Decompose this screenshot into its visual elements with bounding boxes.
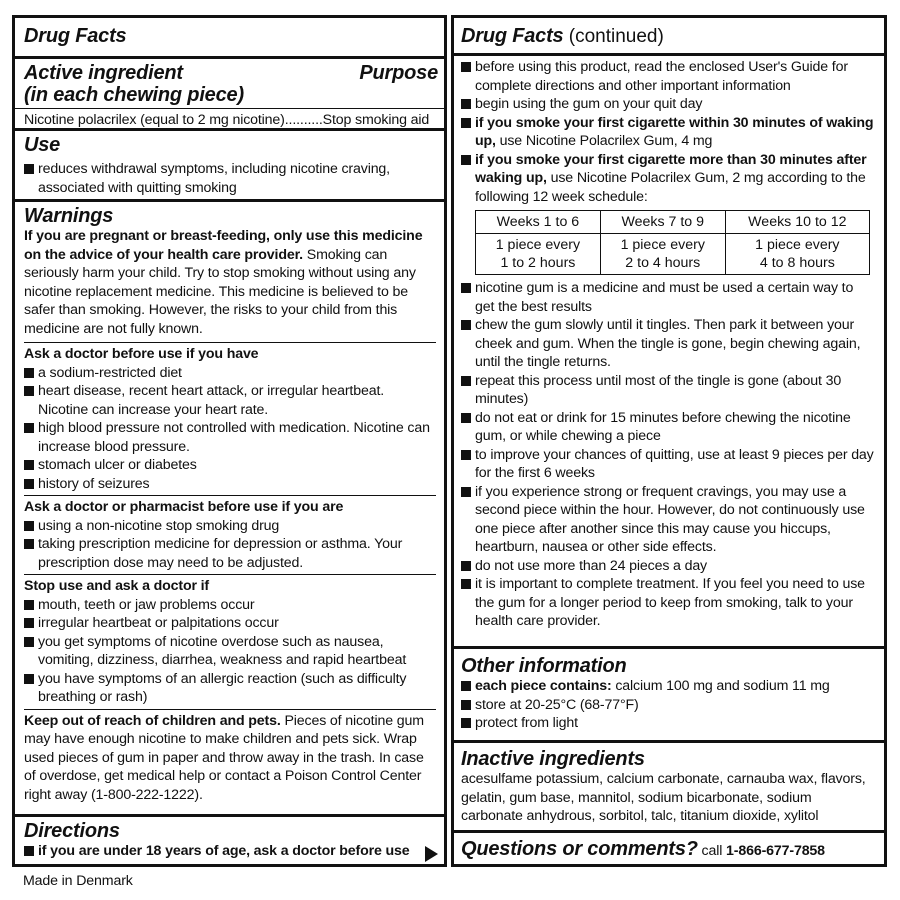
list-item: irregular heartbeat or palpitations occur	[24, 614, 436, 633]
keep-out-of-reach: Keep out of reach of children and pets. Pieces of nicotine gum may have enough nicotine to make children and pets sick. Wrap used pieces of gum in paper and throw away in the trash. In case of overdose, get medical help or contact a Poison Control Center right away (1-800-222-1222).	[24, 712, 424, 803]
list-item: do not use more than 24 pieces a day	[461, 557, 876, 576]
inactive-ingredients-heading: Inactive ingredients	[461, 748, 645, 770]
purpose-heading: Purpose	[359, 62, 438, 84]
bullet-square-icon	[461, 487, 471, 497]
use-heading: Use	[24, 134, 61, 156]
warnings-section	[15, 199, 444, 819]
directions-continued-section	[454, 53, 884, 649]
bullet-square-icon	[461, 579, 471, 589]
list-item: mouth, teeth or jaw problems occur	[24, 596, 436, 615]
table-cell: 1 piece every 4 to 8 hours	[725, 234, 869, 275]
list-item: chew the gum slowly until it tingles. Then park it between your cheek and gum. When the tingle is gone, begin chewing again, until the tingle returns.	[461, 316, 876, 372]
bullet-square-icon	[24, 460, 34, 470]
stop-use-list	[24, 596, 436, 707]
other-information-section	[454, 646, 884, 742]
use-section	[15, 128, 444, 204]
questions-text: call	[697, 843, 727, 859]
stop-use-heading: Stop use and ask a doctor if	[24, 578, 210, 594]
list-item: repeat this process until most of the tingle is gone (about 30 minutes)	[461, 372, 876, 409]
bullet-square-icon	[461, 718, 471, 728]
list-item: protect from light	[461, 714, 876, 733]
right-title: Drug Facts (continued)	[461, 25, 664, 47]
bullet-square-icon	[24, 386, 34, 396]
bullet-square-icon	[24, 521, 34, 531]
ask-pharmacist-list	[24, 517, 436, 573]
bullet-square-icon	[24, 368, 34, 378]
list-item: do not eat or drink for 15 minutes before chewing the nicotine gum, or while chewing a piece	[461, 409, 876, 446]
pregnancy-warning: If you are pregnant or breast-feeding, only use this medicine on the advice of your health care provider. Smoking can seriously harm your child. Try to stop smoking without using any nicotine replacement medicine. This medicine is believed to be safer than smoking. However, the risks to your child from this medicine are not fully known.	[24, 228, 423, 337]
bullet-square-icon	[461, 561, 471, 571]
bullet-square-icon	[461, 320, 471, 330]
bullet-square-icon	[24, 479, 34, 489]
bullet-square-icon	[461, 450, 471, 460]
right-panel	[451, 15, 887, 867]
bullet-square-icon	[24, 846, 34, 856]
directions-section	[15, 814, 444, 864]
bullet-square-icon	[24, 637, 34, 647]
bullet-square-icon	[24, 618, 34, 628]
inactive-ingredients-section	[454, 740, 884, 832]
bullet-square-icon	[461, 118, 471, 128]
bullet-square-icon	[24, 164, 34, 174]
list-item: it is important to complete treatment. If you feel you need to use the gum for a longer period to keep from smoking, talk to your health care provider.	[461, 575, 876, 631]
made-in-label: Made in Denmark	[23, 873, 133, 889]
list-item: nicotine gum is a medicine and must be used a certain way to get the best results	[461, 279, 876, 316]
list-item: history of seizures	[24, 475, 436, 494]
directions-item: if you are under 18 years of age, ask a doctor before use	[24, 842, 436, 861]
bullet-square-icon	[24, 423, 34, 433]
use-item: reduces withdrawal symptoms, including nicotine craving, associated with quitting smoking	[24, 160, 436, 197]
directions-heading: Directions	[24, 820, 120, 842]
list-item: high blood pressure not controlled with medication. Nicotine can increase blood pressure.	[24, 419, 436, 456]
left-title: Drug Facts	[24, 25, 127, 47]
list-item: if you experience strong or frequent cravings, you may use a second piece within the hour. However, do not continuously use one piece after another since this may cause you hiccups, heartburn, nausea or other side effects.	[461, 483, 876, 557]
phone-number: 1-866-677-7858	[726, 843, 825, 859]
list-item: you have symptoms of an allergic reaction (such as difficulty breathing or rash)	[24, 670, 436, 707]
ask-doctor-list	[24, 364, 436, 494]
ask-pharmacist-heading: Ask a doctor or pharmacist before use if you are	[24, 499, 344, 515]
table-row	[476, 234, 870, 275]
list-item: to improve your chances of quitting, use at least 9 pieces per day for the first 6 weeks	[461, 446, 876, 483]
table-cell: 1 piece every 2 to 4 hours	[600, 234, 725, 275]
list-item: using a non-nicotine stop smoking drug	[24, 517, 436, 536]
left-panel	[12, 15, 447, 867]
bullet-square-icon	[24, 600, 34, 610]
table-cell: 1 piece every 1 to 2 hours	[476, 234, 601, 275]
table-header-cell: Weeks 1 to 6	[476, 211, 601, 234]
bullet-square-icon	[461, 413, 471, 423]
bullet-square-icon	[24, 674, 34, 684]
table-header-cell: Weeks 10 to 12	[725, 211, 869, 234]
table-row	[476, 211, 870, 234]
list-item: stomach ulcer or diabetes	[24, 456, 436, 475]
list-item: taking prescription medicine for depression or asthma. Your prescription dose may need to be adjusted.	[24, 535, 436, 572]
bullet-square-icon	[461, 283, 471, 293]
active-ingredient-subheading: (in each chewing piece)	[24, 84, 244, 106]
list-item: if you smoke your first cigarette within 30 minutes of waking up, use Nicotine Polacrilex Gum, 4 mg	[461, 114, 876, 151]
inactive-ingredients-text: acesulfame potassium, calcium carbonate, carnauba wax, flavors, gelatin, gum base, mannitol, sodium bicarbonate, sodium carbonate anhydrous, sorbitol, talc, titanium dioxide, xylitol	[461, 771, 866, 824]
list-item: store at 20-25°C (68-77°F)	[461, 696, 876, 715]
bullet-square-icon	[461, 700, 471, 710]
list-item: a sodium-restricted diet	[24, 364, 436, 383]
table-header-cell: Weeks 7 to 9	[600, 211, 725, 234]
warnings-heading: Warnings	[24, 205, 114, 227]
list-item: begin using the gum on your quit day	[461, 95, 876, 114]
bullet-square-icon	[461, 99, 471, 109]
other-information-heading: Other information	[461, 655, 627, 677]
list-item: you get symptoms of nicotine overdose such as nausea, vomiting, dizziness, diarrhea, weakness and rapid heartbeat	[24, 633, 436, 670]
bullet-square-icon	[461, 681, 471, 691]
bullet-square-icon	[24, 539, 34, 549]
bullet-square-icon	[461, 155, 471, 165]
questions-heading: Questions or comments?	[461, 838, 698, 860]
list-item: heart disease, recent heart attack, or irregular heartbeat. Nicotine can increase your heart rate.	[24, 382, 436, 419]
ask-doctor-heading: Ask a doctor before use if you have	[24, 346, 259, 362]
continue-arrow-icon	[425, 846, 438, 862]
active-ingredient-line: Nicotine polacrilex (equal to 2 mg nicotine)..........Stop smoking aid	[24, 112, 430, 128]
list-item: if you smoke your first cigarette more than 30 minutes after waking up, use Nicotine Polacrilex Gum, 2 mg according to the following 12 week schedule:	[461, 151, 876, 207]
bullet-square-icon	[461, 62, 471, 72]
active-ingredient-heading: Active ingredient	[24, 62, 183, 84]
questions-section	[454, 830, 884, 864]
list-item: each piece contains: calcium 100 mg and sodium 11 mg	[461, 677, 876, 696]
list-item: before using this product, read the enclosed User's Guide for complete directions and other important information	[461, 58, 876, 95]
dosing-schedule-table	[475, 210, 870, 275]
bullet-square-icon	[461, 376, 471, 386]
